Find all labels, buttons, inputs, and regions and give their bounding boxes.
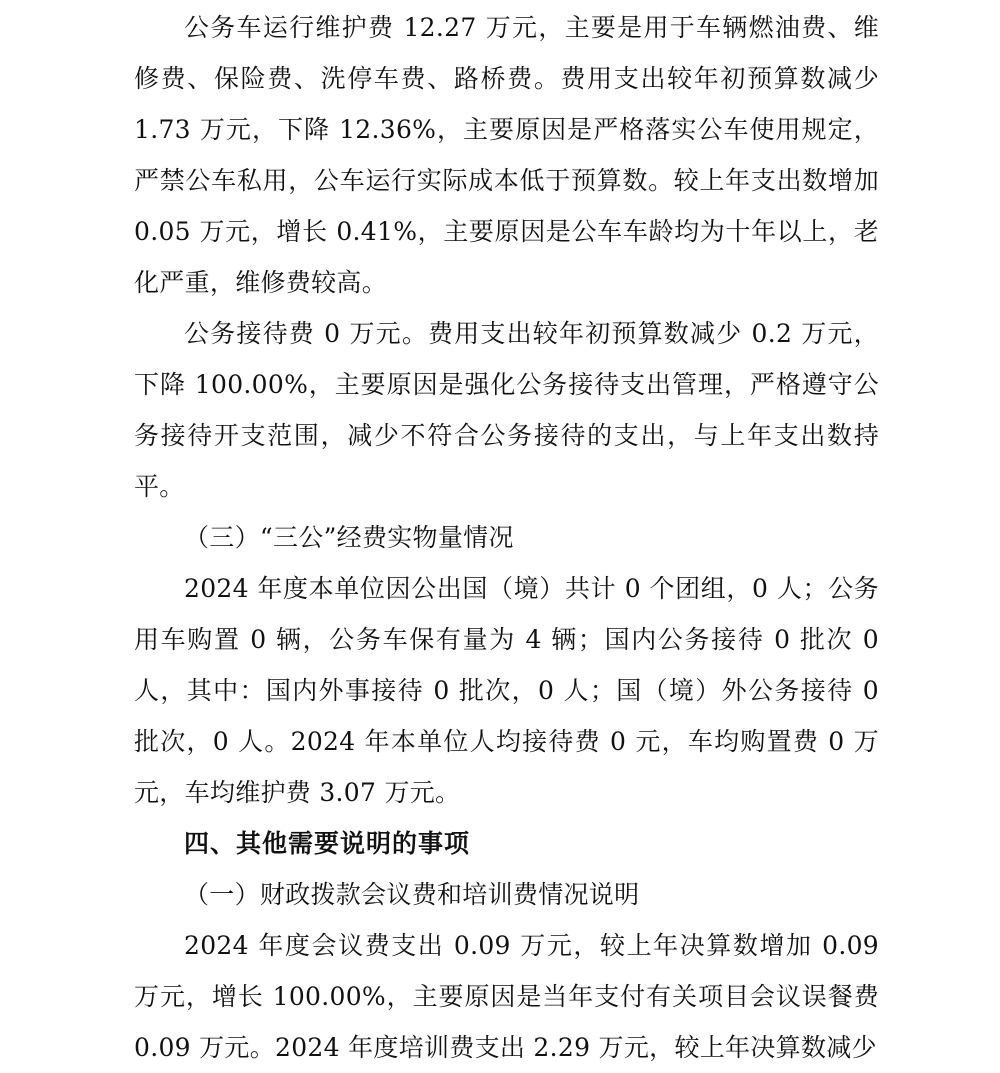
paragraph-physical-quantity: 2024 年度本单位因公出国（境）共计 0 个团组，0 人；公务用车购置 0 辆，公务车保有量为 4 辆；国内公务接待 0 批次 0 人，其中：国内外事接待 0 批次，0 人；国（境）外公务接待 0 批次，0 人。2024 年本单位人均接待费 0 元，车均购置费 0 万元，车均维护费 3.07 万元。 (134, 574, 879, 807)
document-page (134, 0, 879, 1062)
paragraph-reception: 公务接待费 0 万元。费用支出较年初预算数减少 0.2 万元，下降 100.00%，主要原因是强化公务接待支出管理，严格遵守公务接待开支范围，减少不符合公务接待的支出，与上年支出数持平。 (134, 319, 879, 501)
paragraph-meeting-training: 2024 年度会议费支出 0.09 万元，较上年决算数增加 0.09 万元，增长 100.00%，主要原因是当年支付有关项目会议误餐费 0.09 万元。2024 年度培训费支出 2.29 万元，较上年决算数减少 (134, 931, 879, 1062)
section-four-title: 四、其他需要说明的事项 (184, 829, 471, 858)
subheading-meeting-training: （一）财政拨款会议费和培训费情况说明 (184, 880, 640, 909)
paragraph-vehicle-maintenance: 公务车运行维护费 12.27 万元，主要是用于车辆燃油费、维修费、保险费、洗停车费、路桥费。费用支出较年初预算数减少 1.73 万元，下降 12.36%，主要原因是严格落实公车使用规定，严禁公车私用，公车运行实际成本低于预算数。较上年支出数增加 0.05 万元，增长 0.41%，主要原因是公车车龄均为十年以上，老化严重，维修费较高。 (134, 13, 879, 297)
subheading-physical-quantity: （三）“三公”经费实物量情况 (184, 523, 514, 552)
